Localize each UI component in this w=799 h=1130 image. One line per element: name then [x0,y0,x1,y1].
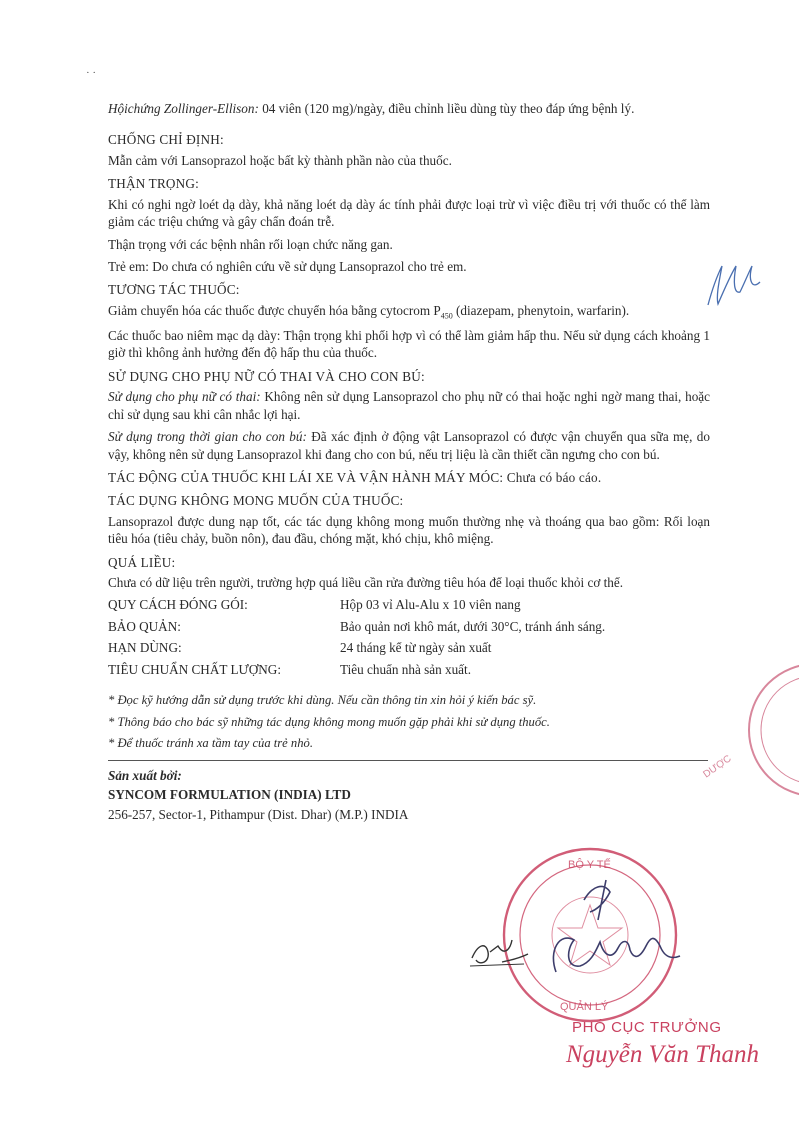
pregnancy-p1-label: Sử dụng cho phụ nữ có thai: [108,389,261,405]
partial-seal-text: DƯỢC [701,753,734,781]
pregnancy-p2-label: Sử dụng trong thời gian cho con bú: [108,429,307,445]
spec-key: QUY CÁCH ĐÓNG GÓI: [108,597,248,613]
side-effects-heading: TÁC DỤNG KHÔNG MONG MUỐN CỦA THUỐC: [108,493,404,509]
deputy-director-title: PHÓ CỤC TRƯỞNG [572,1019,722,1036]
interactions-p1-before: Giảm chuyển hóa các thuốc được chuyển hóa bằng cytocrom P [108,302,441,318]
pregnancy-heading: SỬ DỤNG CHO PHỤ NỮ CÓ THAI VÀ CHO CON BÚ: [108,368,425,384]
official-seal [504,849,676,1021]
side-effects-text: Lansoprazol được dung nạp tốt, các tác dụng không mong muốn thường nhẹ và thoáng qua bao gồm: Rối loạn tiêu hóa (tiêu chảy, buồn nôn), đau đầu, chóng mặt, khó chịu, khô miệng. [108,513,710,547]
manufacturer-label: Sản xuất bởi: [108,767,182,783]
overdose-heading: QUÁ LIỀU: [108,554,176,570]
manufacturer-signature [470,940,528,966]
spec-value: 24 tháng kể từ ngày sản xuất [340,640,492,656]
note-report-side-effects: * Thông báo cho bác sỹ những tác dụng không mong muốn gặp phải khi sử dụng thuốc. [108,714,550,729]
spec-value: Bảo quản nơi khô mát, dưới 30°C, tránh ánh sáng. [340,618,606,634]
precautions-heading: THẬN TRỌNG: [108,176,199,192]
margin-initials-signature [708,266,760,305]
spec-key: HẠN DÙNG: [108,640,182,656]
note-keep-away-children: * Để thuốc tránh xa tầm tay của trẻ nhỏ. [108,736,313,751]
interactions-p1-sub: 450 [440,311,453,321]
precautions-p1: Khi có nghi ngờ loét dạ dày, khả năng loét dạ dày ác tính phải được loại trừ vì việc điều trị với thuốc có thể làm giảm các triệu chứng và gây chẩn đoán trễ. [108,196,710,230]
contraindications-heading: CHỐNG CHỈ ĐỊNH: [108,132,224,148]
spec-key: TIÊU CHUẨN CHẤT LƯỢNG: [108,661,281,677]
manufacturer-name: SYNCOM FORMULATION (INDIA) LTD [108,787,351,803]
driving-heading: TÁC ĐỘNG CỦA THUỐC KHI LÁI XE VÀ VẬN HÀNH MÁY MÓC: [108,469,504,485]
pregnancy-p1-text: Không nên sử dụng Lansoprazol cho phụ nữ có thai hoặc nghi ngờ mang thai, hoặc chỉ sử dụng sau khi cân nhắc lợi hại. [108,389,710,422]
seal-bottom-text: QUẢN LÝ [560,1001,609,1013]
partial-seal [701,664,799,796]
deputy-director-name: Nguyễn Văn Thanh [566,1041,760,1068]
interactions-p1-after: (diazepam, phenytoin, warfarin). [452,302,630,318]
spec-key: BẢO QUẢN: [108,618,181,634]
spec-value: Tiêu chuẩn nhà sản xuất. [340,661,471,677]
precautions-p2: Thận trọng với các bệnh nhân rối loạn chức năng gan. [108,236,393,252]
seal-top-text: BỘ Y TẾ [568,859,611,871]
interactions-heading: TƯƠNG TÁC THUỐC: [108,282,240,298]
spec-value: Hộp 03 vỉ Alu-Alu x 10 viên nang [340,597,521,613]
contraindications-text: Mẫn cảm với Lansoprazol hoặc bất kỳ thành phần nào của thuốc. [108,152,452,168]
overdose-text: Chưa có dữ liệu trên người, trường hợp quá liều cần rửa đường tiêu hóa để loại thuốc khỏi cơ thể. [108,575,624,591]
dosage-label: Hộichứng Zollinger-Ellison: [108,101,259,116]
scan-marks: · · [86,67,97,79]
pregnancy-p2-text: Đã xác định ở động vật Lansoprazol có được vận chuyển qua sữa mẹ, do vậy, không nên sử dụng Lansoprazol khi đang cho con bú, nếu trị liệu là cần thiết cần ngưng cho con bú. [108,429,710,462]
interactions-p2: Các thuốc bao niêm mạc dạ dày: Thận trọng khi phối hợp vì có thể làm giảm hấp thu. Nếu sử dụng cách khoảng 1 giờ thì không ảnh hưởng đến độ hấp thu của thuốc. [108,327,710,361]
dosage-text: 04 viên (120 mg)/ngày, điều chỉnh liều dùng tùy theo đáp ứng bệnh lý. [258,101,635,116]
precautions-p3: Trẻ em: Do chưa có nghiên cứu về sử dụng Lansoprazol cho trẻ em. [108,258,467,274]
note-read-instructions: * Đọc kỹ hướng dẫn sử dụng trước khi dùng. Nếu cần thông tin xin hỏi ý kiến bác sỹ. [108,693,537,708]
driving-text: Chưa có báo cáo. [503,469,602,485]
manufacturer-address: 256-257, Sector-1, Pithampur (Dist. Dhar) (M.P.) INDIA [108,806,409,822]
